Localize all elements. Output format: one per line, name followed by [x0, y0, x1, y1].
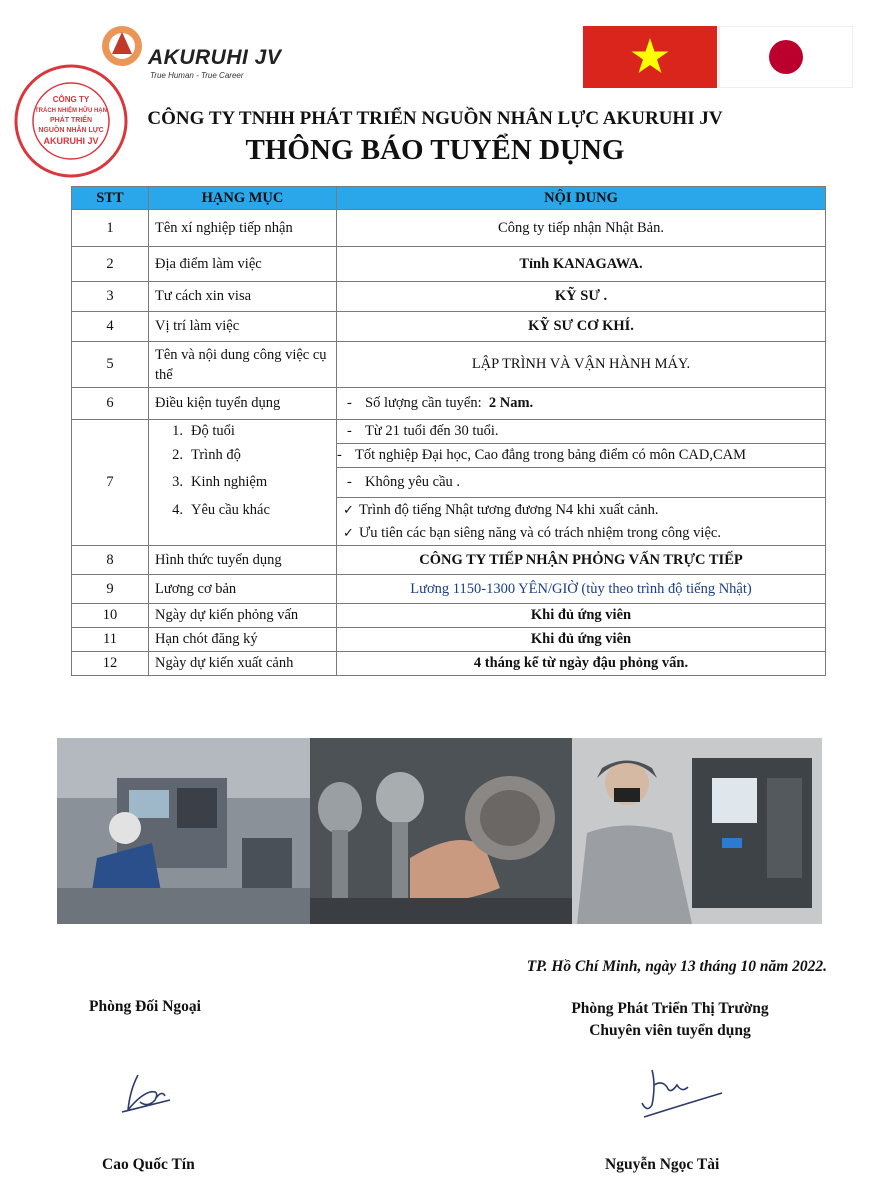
table-row	[72, 652, 826, 676]
row-item: Điều kiện tuyển dụng	[149, 388, 337, 420]
right-signer-name: Nguyễn Ngọc Tài	[605, 1156, 720, 1173]
row-stt: 12	[72, 652, 149, 676]
right-department	[510, 998, 830, 1042]
table-row	[72, 604, 826, 628]
svg-text:PHÁT TRIỂN: PHÁT TRIỂN	[50, 117, 92, 124]
company-name: CÔNG TY TNHH PHÁT TRIỂN NGUỒN NHÂN LỰC AKURUHI JV	[147, 108, 723, 129]
row-item: Ngày dự kiến xuất cảnh	[149, 652, 337, 676]
date-line: TP. Hồ Chí Minh, ngày 13 tháng 10 năm 2022.	[526, 958, 827, 975]
left-signer-name: Cao Quốc Tín	[102, 1156, 195, 1173]
row-content: Lương 1150-1300 YÊN/GIỜ (tùy theo trình độ tiếng Nhật)	[337, 575, 826, 604]
sub-item: 1. Độ tuổi	[149, 420, 337, 444]
row-stt: 9	[72, 575, 149, 604]
table-row	[72, 342, 826, 388]
right-department-line-2: Chuyên viên tuyển dụng	[589, 1022, 751, 1039]
left-signature	[110, 1070, 190, 1120]
row-item: Hạn chót đăng ký	[149, 628, 337, 652]
row-stt: 6	[72, 388, 149, 420]
sub-item: 3. Kinh nghiệm	[149, 468, 337, 498]
right-department-line-1: Phòng Phát Triển Thị Trường	[571, 1000, 769, 1017]
sub-item: 4. Yêu cầu khác	[149, 498, 337, 546]
table-row	[72, 498, 826, 546]
svg-text:TRÁCH NHIỆM HỮU HẠN: TRÁCH NHIỆM HỮU HẠN	[35, 108, 107, 114]
svg-text:NGUỒN NHÂN LỰC: NGUỒN NHÂN LỰC	[38, 127, 104, 134]
row-stt: 3	[72, 282, 149, 312]
sub-content: ✓ Trình độ tiếng Nhật tương đương N4 khi xuất cảnh. ✓ Ưu tiên các bạn siêng năng và có trách nhiệm trong công việc.	[337, 498, 826, 546]
row-content: Khi đủ ứng viên	[337, 628, 826, 652]
logo-text: AKURUHI JV	[148, 46, 282, 69]
row-content: Tỉnh KANAGAWA.	[337, 247, 826, 282]
logo-tagline: True Human - True Career	[150, 71, 244, 80]
row-stt: 8	[72, 546, 149, 575]
sub-content: - Từ 21 tuổi đến 30 tuổi.	[337, 420, 826, 444]
row-item: Lương cơ bản	[149, 575, 337, 604]
left-department: Phòng Đối Ngoại	[89, 998, 201, 1015]
cnc-control-panel-photo	[572, 738, 822, 924]
page-title: THÔNG BÁO TUYỂN DỤNG	[245, 134, 625, 166]
sub-content: - Tốt nghiệp Đại học, Cao đẳng trong bảng điểm có môn CAD,CAM	[337, 444, 826, 468]
svg-text:CÔNG TY: CÔNG TY	[52, 95, 90, 104]
row-content: 4 tháng kể từ ngày đậu phỏng vấn.	[337, 652, 826, 676]
header-item: HẠNG MỤC	[149, 187, 337, 210]
table-row	[72, 468, 826, 498]
table-row	[72, 628, 826, 652]
sub-content: - Không yêu cầu .	[337, 468, 826, 498]
row-content: Khi đủ ứng viên	[337, 604, 826, 628]
vietnam-japan-flags	[583, 26, 853, 88]
row-content: Công ty tiếp nhận Nhật Bản.	[337, 210, 826, 247]
engine-piston-photo	[310, 738, 572, 924]
table-row	[72, 444, 826, 468]
row-stt: 7	[72, 420, 149, 546]
check-icon: ✓	[343, 525, 354, 541]
row-content: KỸ SƯ .	[337, 282, 826, 312]
row-stt: 4	[72, 312, 149, 342]
table-row	[72, 247, 826, 282]
row-item: Tên và nội dung công việc cụ thể	[149, 342, 337, 388]
row-content: CÔNG TY TIẾP NHẬN PHỎNG VẤN TRỰC TIẾP	[337, 546, 826, 575]
row-content: KỸ SƯ CƠ KHÍ.	[337, 312, 826, 342]
row-item: Tên xí nghiệp tiếp nhận	[149, 210, 337, 247]
header-stt: STT	[72, 187, 149, 210]
cnc-operator-photo	[57, 738, 310, 924]
table-header-row	[72, 187, 826, 210]
check-icon: ✓	[343, 502, 354, 518]
row-item: Vị trí làm việc	[149, 312, 337, 342]
row-content: LẬP TRÌNH VÀ VẬN HÀNH MÁY.	[337, 342, 826, 388]
header-content: NỘI DUNG	[337, 187, 826, 210]
table-row	[72, 420, 826, 444]
svg-text:AKURUHI JV: AKURUHI JV	[43, 136, 99, 146]
table-row	[72, 388, 826, 420]
row-item: Hình thức tuyển dụng	[149, 546, 337, 575]
table-row	[72, 312, 826, 342]
row-stt: 1	[72, 210, 149, 247]
table-row	[72, 210, 826, 247]
table-row	[72, 575, 826, 604]
recruitment-table	[71, 186, 826, 676]
table-row	[72, 282, 826, 312]
sub-item: 2. Trình độ	[149, 444, 337, 468]
quantity-label: Số lượng cần tuyển:	[365, 395, 482, 411]
row-stt: 10	[72, 604, 149, 628]
row-item: Địa điểm làm việc	[149, 247, 337, 282]
row-stt: 5	[72, 342, 149, 388]
row-content: - Số lượng cần tuyển: 2 Nam.	[337, 388, 826, 420]
quantity-value: 2 Nam.	[488, 395, 534, 411]
right-signature	[622, 1065, 732, 1125]
row-item: Ngày dự kiến phỏng vấn	[149, 604, 337, 628]
row-item: Tư cách xin visa	[149, 282, 337, 312]
table-row	[72, 546, 826, 575]
row-stt: 2	[72, 247, 149, 282]
row-stt: 11	[72, 628, 149, 652]
